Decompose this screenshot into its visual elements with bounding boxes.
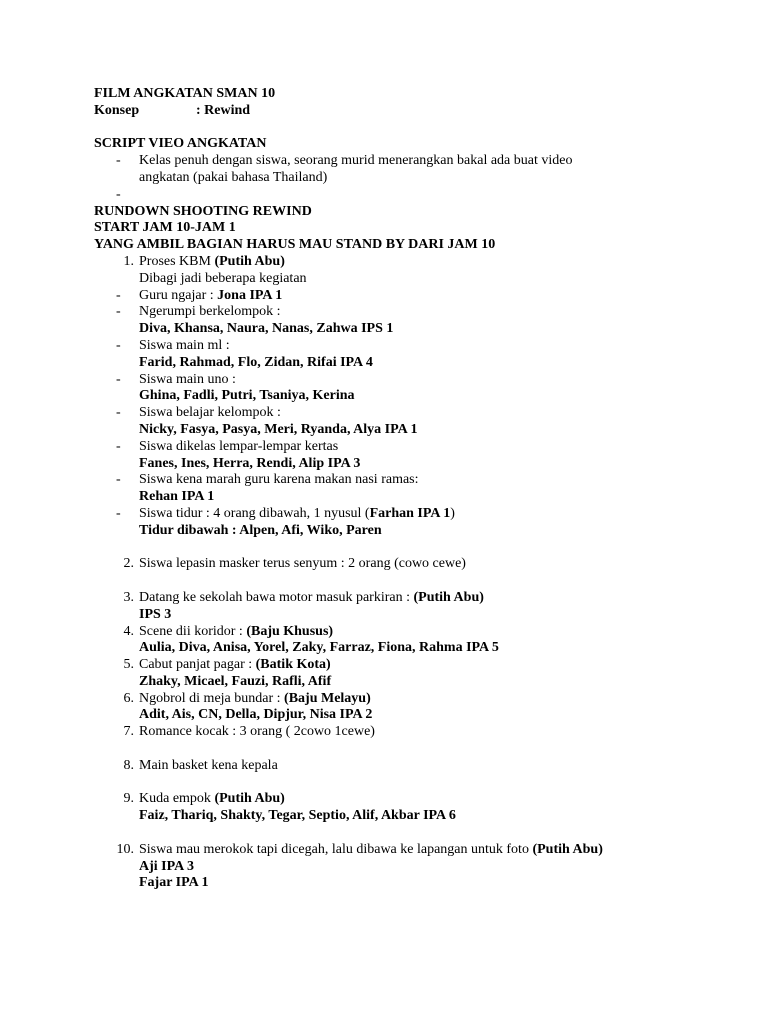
item-costume: (Putih Abu) xyxy=(214,791,285,807)
activity-item xyxy=(94,439,734,456)
rundown-title: RUNDOWN SHOOTING REWIND xyxy=(94,203,312,219)
rundown-time: START JAM 10-JAM 1 xyxy=(94,220,236,236)
list-item-7 xyxy=(94,724,734,741)
dash-marker: - xyxy=(116,186,121,202)
activity-item xyxy=(94,288,734,305)
dash-marker: - xyxy=(116,438,121,454)
item-number: 7. xyxy=(123,724,134,740)
item-subtext: Dibagi jadi beberapa kegiatan xyxy=(139,270,307,286)
konsep-value: : Rewind xyxy=(196,102,251,118)
item-number: 3. xyxy=(123,589,134,605)
dash-marker: - xyxy=(116,304,121,320)
activity-text: Guru ngajar : xyxy=(139,287,218,303)
item-text: Ngobrol di meja bundar : xyxy=(139,690,285,706)
item-costume: (Putih Abu) xyxy=(214,253,285,269)
item-cast: Aulia, Diva, Anisa, Yorel, Zaky, Farraz, Fiona, Rahma IPA 5 xyxy=(139,640,499,656)
item-text: Datang ke sekolah bawa motor masuk parkiran : xyxy=(139,589,414,605)
activity-cast: Fanes, Ines, Herra, Rendi, Alip IPA 3 xyxy=(139,455,361,471)
activity-text: Siswa belajar kelompok : xyxy=(139,405,281,421)
script-item-text: Kelas penuh dengan siswa, seorang murid menerangkan bakal ada buat video xyxy=(139,153,573,169)
item-number: 4. xyxy=(123,623,134,639)
activity-cast: Ghina, Fadli, Putri, Tsaniya, Kerina xyxy=(139,388,355,404)
item-cast: Aji IPA 3 xyxy=(139,858,194,874)
item-number: 5. xyxy=(123,657,134,673)
activity-cast-inline: Farhan IPA 1 xyxy=(369,505,451,521)
document-body xyxy=(94,86,734,892)
activity-text: Siswa main uno : xyxy=(139,371,236,387)
item-text: Romance kocak : 3 orang ( 2cowo 1cewe) xyxy=(139,724,375,740)
item-cast: IPS 3 xyxy=(139,606,172,622)
item-number: 6. xyxy=(123,690,134,706)
item-costume: (Putih Abu) xyxy=(413,589,484,605)
activity-cast: Nicky, Fasya, Pasya, Meri, Ryanda, Alya IPA 1 xyxy=(139,421,418,437)
item-costume: (Putih Abu) xyxy=(532,841,603,857)
activity-text: Siswa kena marah guru karena makan nasi ramas: xyxy=(139,472,419,488)
item-number: 9. xyxy=(123,791,134,807)
item-number: 1. xyxy=(123,253,134,269)
activity-item xyxy=(94,304,734,321)
activity-text: Siswa tidur : 4 orang dibawah, 1 nyusul ( xyxy=(139,505,370,521)
item-number: 2. xyxy=(123,556,134,572)
list-item-2 xyxy=(94,556,734,573)
item-text: Kuda empok xyxy=(139,791,215,807)
item-text: Siswa mau merokok tapi dicegah, lalu dibawa ke lapangan untuk foto xyxy=(139,841,533,857)
spacer xyxy=(94,573,734,590)
list-item-9 xyxy=(94,791,734,808)
dash-marker: - xyxy=(116,337,121,353)
activity-cast: Tidur dibawah : Alpen, Afi, Wiko, Paren xyxy=(139,522,382,538)
spacer xyxy=(94,741,734,758)
activity-item xyxy=(94,472,734,489)
item-costume: (Baju Melayu) xyxy=(284,690,371,706)
document-title: FILM ANGKATAN SMAN 10 xyxy=(94,86,276,101)
script-item-continued: angkatan (pakai bahasa Thailand) xyxy=(139,169,328,185)
item-cast: Adit, Ais, CN, Della, Dipjur, Nisa IPA 2 xyxy=(139,707,373,723)
dash-marker: - xyxy=(116,405,121,421)
spacer xyxy=(94,775,734,792)
activity-item xyxy=(94,506,734,523)
script-item xyxy=(94,153,734,170)
activity-text: Siswa main ml : xyxy=(139,337,230,353)
item-number: 10. xyxy=(116,841,134,857)
dash-marker: - xyxy=(116,153,121,169)
activity-text: Siswa dikelas lempar-lempar kertas xyxy=(139,438,339,454)
spacer xyxy=(94,825,734,842)
list-item-5 xyxy=(94,657,734,674)
activity-item xyxy=(94,405,734,422)
activity-cast: Rehan IPA 1 xyxy=(139,489,215,505)
dash-marker: - xyxy=(116,472,121,488)
rundown-note: YANG AMBIL BAGIAN HARUS MAU STAND BY DARI JAM 10 xyxy=(94,237,496,253)
item-text: Main basket kena kepala xyxy=(139,757,278,773)
activity-item xyxy=(94,372,734,389)
item-cast: Zhaky, Micael, Fauzi, Rafli, Afif xyxy=(139,673,332,689)
item-text: Proses KBM xyxy=(139,253,215,269)
script-title: SCRIPT VIEO ANGKATAN xyxy=(94,136,267,152)
list-item-1 xyxy=(94,254,734,271)
spacer xyxy=(94,540,734,557)
list-item-4 xyxy=(94,624,734,641)
konsep-line xyxy=(94,103,734,120)
item-text: Scene dii koridor : xyxy=(139,623,247,639)
empty-script-item xyxy=(94,187,734,204)
activity-text: Ngerumpi berkelompok : xyxy=(139,304,281,320)
item-cast: Faiz, Thariq, Shakty, Tegar, Septio, Alif, Akbar IPA 6 xyxy=(139,808,456,824)
item-cast: Fajar IPA 1 xyxy=(139,875,209,891)
list-item-3 xyxy=(94,590,734,607)
activity-cast: Farid, Rahmad, Flo, Zidan, Rifai IPA 4 xyxy=(139,354,373,370)
activity-cast: Jona IPA 1 xyxy=(217,287,283,303)
item-text: Cabut panjat pagar : xyxy=(139,657,256,673)
dash-marker: - xyxy=(116,371,121,387)
item-costume: (Batik Kota) xyxy=(255,657,331,673)
item-text: Siswa lepasin masker terus senyum : 2 orang (cowo cewe) xyxy=(139,556,466,572)
list-item-6 xyxy=(94,691,734,708)
dash-marker: - xyxy=(116,505,121,521)
item-costume: (Baju Khusus) xyxy=(246,623,334,639)
activity-text-close: ) xyxy=(450,505,455,521)
list-item-10 xyxy=(94,842,734,859)
item-number: 8. xyxy=(123,757,134,773)
dash-marker: - xyxy=(116,287,121,303)
activity-cast: Diva, Khansa, Naura, Nanas, Zahwa IPS 1 xyxy=(139,321,394,337)
list-item-8 xyxy=(94,758,734,775)
konsep-label: Konsep xyxy=(94,102,140,118)
activity-item xyxy=(94,338,734,355)
spacer xyxy=(94,120,734,137)
